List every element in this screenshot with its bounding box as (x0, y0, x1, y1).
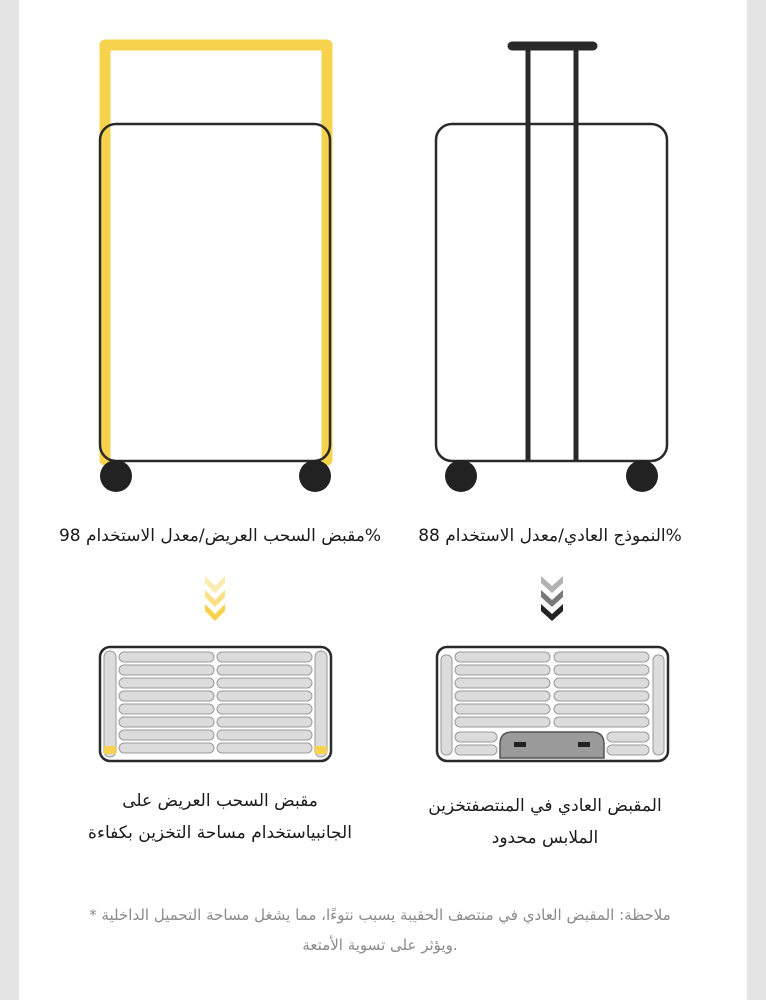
packing-cube (607, 745, 649, 755)
wheel-icon (100, 460, 132, 492)
packing-cube (455, 717, 550, 727)
packing-cube (554, 691, 649, 701)
packing-cube (455, 678, 550, 688)
standard-suitcase (436, 46, 667, 492)
chevron-down-icon (205, 576, 225, 621)
packing-cube (217, 717, 312, 727)
wide-handle-frame (105, 45, 327, 460)
wide-handle-rate-label: %مقبض السحب العريض/معدل الاستخدام 98 (58, 526, 382, 546)
packing-cube (119, 743, 214, 753)
packing-cube (217, 678, 312, 688)
packing-cube (455, 732, 497, 742)
packing-cube (455, 691, 550, 701)
standard-description (400, 790, 690, 854)
packing-cube (455, 704, 550, 714)
wide-handle-suitcase (100, 45, 331, 492)
chevron-down-icon (541, 576, 563, 621)
packing-cube (119, 717, 214, 727)
wide-handle-suitcase-body (100, 124, 330, 461)
packing-cube (554, 665, 649, 675)
wheel-icon (445, 460, 477, 492)
packing-cube (119, 665, 214, 675)
wide-handle-top-view (100, 647, 331, 761)
packing-cube (119, 678, 214, 688)
standard-rate-label: %النموذج العادي/معدل الاستخدام 88 (418, 526, 682, 546)
packing-cube (217, 691, 312, 701)
standard-top-view (437, 647, 668, 761)
wheel-icon (299, 460, 331, 492)
packing-cube (217, 665, 312, 675)
footnote-line: .ويؤثر على تسوية الأمتعة (302, 936, 458, 954)
packing-cube (119, 652, 214, 662)
packing-cube (119, 691, 214, 701)
packing-cube (119, 730, 214, 740)
footnote-line: ملاحظة: المقبض العادي في منتصف الحقيبة يسبب نتوءًا، مما يشغل مساحة التحميل الداخلية * (89, 906, 671, 924)
packing-cube (554, 717, 649, 727)
wide-handle-description-line: الجانبياستخدام مساحة التخزين بكفاءة (88, 823, 352, 843)
packing-cube (455, 652, 550, 662)
packing-cube (119, 704, 214, 714)
packing-cube (217, 743, 312, 753)
packing-cube (455, 665, 550, 675)
packing-cube (607, 732, 649, 742)
packing-cube (217, 730, 312, 740)
standard-suitcase-body (436, 124, 667, 461)
wide-handle-description-line: مقبض السحب العريض على (122, 791, 318, 811)
packing-cube (217, 704, 312, 714)
footnote (40, 900, 720, 960)
standard-description-line: الملابس محدود (491, 828, 599, 848)
wide-handle-description (70, 785, 370, 849)
packing-cube (554, 704, 649, 714)
packing-cube (554, 678, 649, 688)
standard-description-line: المقبض العادي في المنتصفتخزين (428, 796, 662, 816)
packing-cube (554, 652, 649, 662)
packing-cube (217, 652, 312, 662)
wheel-icon (626, 460, 658, 492)
packing-cube (455, 745, 497, 755)
